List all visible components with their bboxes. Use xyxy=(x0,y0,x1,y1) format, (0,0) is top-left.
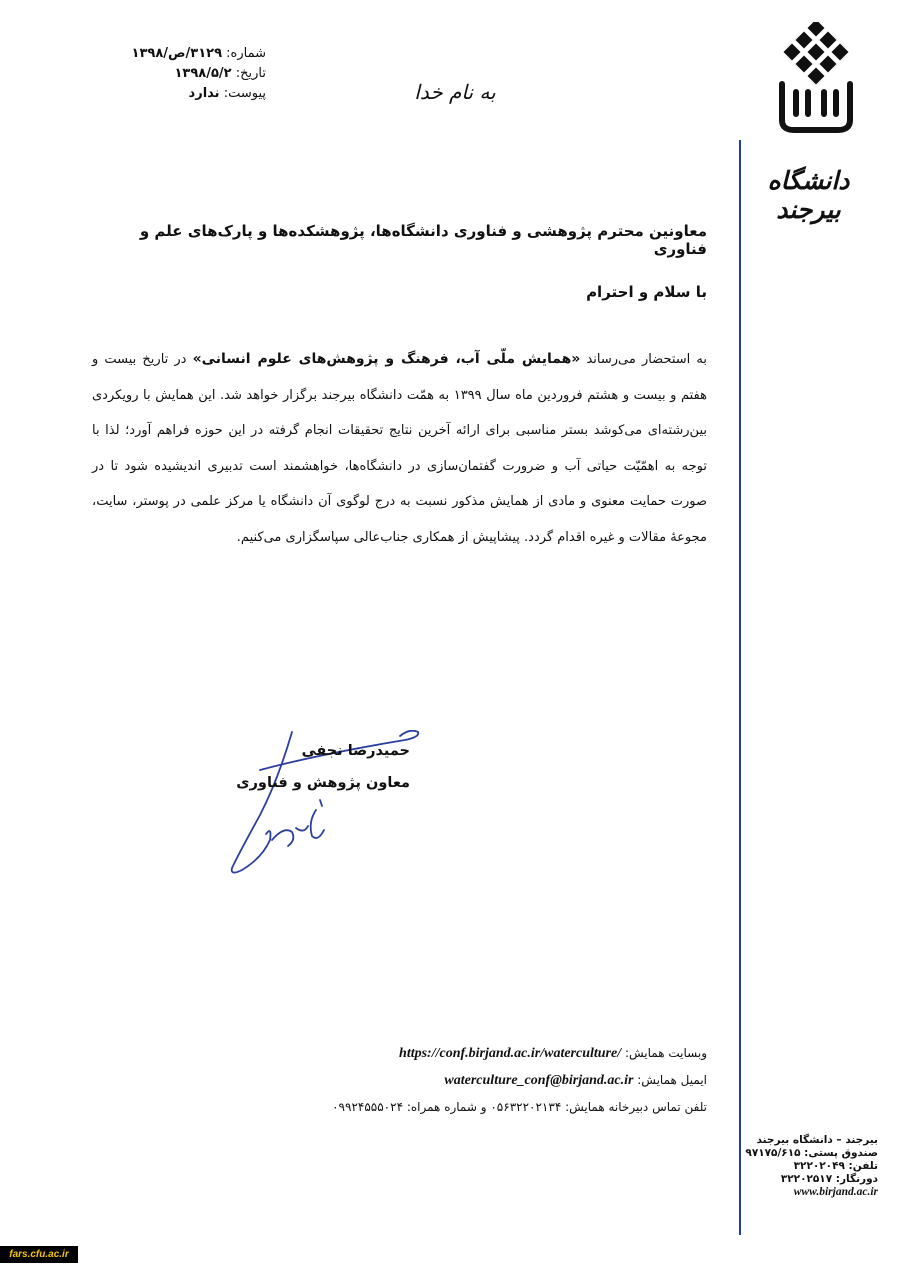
conference-website-link[interactable]: https://conf.birjand.ac.ir/waterculture/ xyxy=(399,1046,622,1061)
letter-date: تاریخ: ۱۳۹۸/۵/۲ xyxy=(174,66,266,81)
letter-number-value: ۳۱۲۹/ص/۱۳۹۸ xyxy=(131,46,223,61)
signer-block xyxy=(200,735,410,799)
letter-meta xyxy=(96,44,266,104)
university-website-link[interactable]: www.birjand.ac.ir xyxy=(793,1186,878,1198)
source-badge: fars.cfu.ac.ir xyxy=(0,1246,78,1263)
letter-attachment: پیوست: ندارد xyxy=(188,86,266,101)
university-logo-icon xyxy=(776,22,856,137)
body-intro: به استحضار می‌رساند xyxy=(580,352,707,367)
conference-phone: تلفن تماس دبیرخانه همایش: ۰۵۶۳۲۲۰۲۱۳۴ و شماره همراه: ۰۹۹۲۴۵۵۵۰۲۴ xyxy=(332,1100,707,1114)
margin-divider xyxy=(739,140,741,1235)
university-address: بیرجند – دانشگاه بیرجند صندوق پستی: ۹۷۱۷۵/۶۱۵ تلفن: ۳۲۲۰۲۰۴۹ دورنگار: ۳۲۲۰۲۵۱۷ www.birjand.ac.ir xyxy=(742,1134,878,1199)
letter-date-value: ۱۳۹۸/۵/۲ xyxy=(174,66,232,81)
event-title: «همایش ملّی آب، فرهنگ و پژوهش‌های علوم انسانی» xyxy=(192,351,581,367)
letter-greeting: با سلام و احترام xyxy=(586,283,707,301)
letter-number: شماره: ۳۱۲۹/ص/۱۳۹۸ xyxy=(131,46,266,61)
contact-info xyxy=(287,1040,707,1121)
signer-name: حمیدرضا نجفی xyxy=(301,743,410,759)
conference-email-link[interactable]: waterculture_conf@birjand.ac.ir xyxy=(444,1073,634,1088)
university-name: دانشگاه بیرجند xyxy=(767,166,850,224)
body-rest: در تاریخ بیست و هفتم و بیست و هشتم فروردین ماه سال ۱۳۹۹ به همّت دانشگاه بیرجند برگزار خواهد شد. این همایش با رویکردی بین‌رشته‌ای می‌کوشد بستر مناسبی برای ارائه آخرین نتایج تحقیقات انجام گرفته در این حوزه فراهم آورد؛ لذا با توجه به اهمّیّت حیاتی آب و ضرورت گفتمان‌سازی در دانشگاه‌ها، خواهشمند است تدبیری اندیشیده شود تا در صورت حمایت معنوی و مادی از همایش مذکور نسبت به درج لوگوی آن دانشگاه یا مرکز علمی در پوستر، سایت، مجوعهٔ مقالات و غیره اقدام گردد. پیشاپیش از همکاری جناب‌عالی سپاسگزاری می‌کنیم. xyxy=(92,352,707,545)
conference-website: وبسایت همایش: https://conf.birjand.ac.ir/waterculture/ xyxy=(399,1046,707,1061)
basmala: به نام خدا xyxy=(414,80,496,104)
letter-attachment-value: ندارد xyxy=(188,86,220,101)
signer-title: معاون پژوهش و فناوری xyxy=(236,775,410,791)
letter-body xyxy=(92,342,707,555)
letter-recipient: معاونین محترم پژوهشی و فناوری دانشگاه‌ها، پژوهشکده‌ها و پارک‌های علم و فناوری xyxy=(139,222,707,258)
conference-email: ایمیل همایش: waterculture_conf@birjand.ac.ir xyxy=(444,1073,707,1088)
